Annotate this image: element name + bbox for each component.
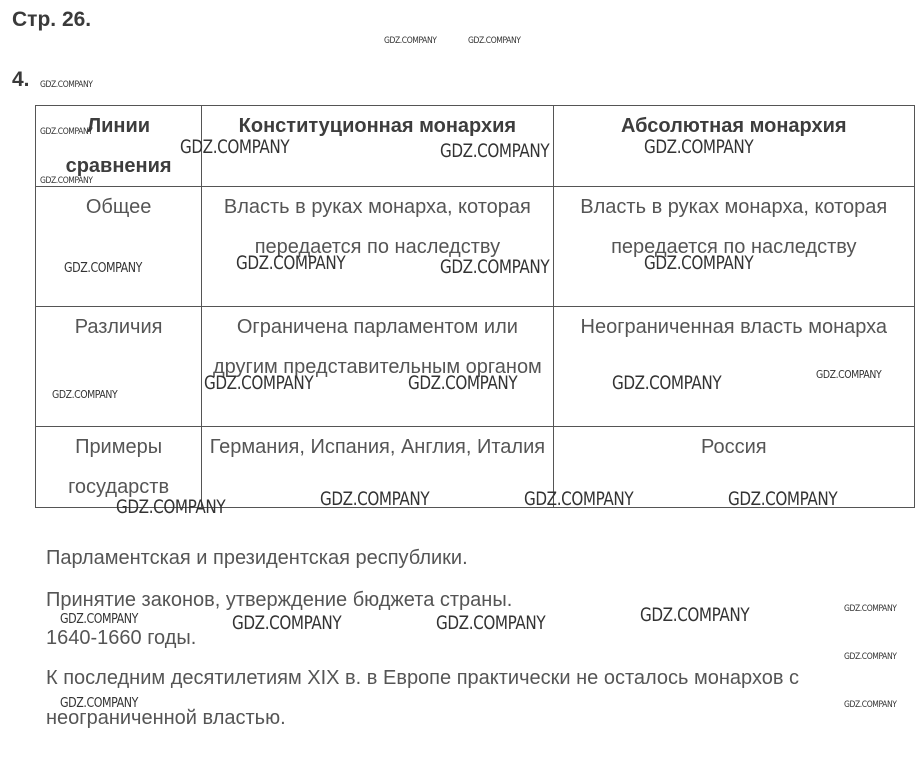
table-row [36,307,915,427]
watermark: GDZ.COMPANY [40,127,93,137]
answer-text: Принятие законов, утверждение бюджета страны. [46,589,513,611]
watermark: GDZ.COMPANY [320,488,430,510]
watermark: GDZ.COMPANY [232,612,342,634]
watermark: GDZ.COMPANY [844,604,897,614]
watermark: GDZ.COMPANY [640,604,750,626]
table-header-cell: Конституционная монархия [202,106,553,187]
watermark: GDZ.COMPANY [116,496,226,518]
comparison-table [35,105,915,508]
watermark: GDZ.COMPANY [52,388,118,401]
watermark: GDZ.COMPANY [468,36,521,46]
page-title: Стр. 26. [12,8,92,31]
watermark: GDZ.COMPANY [436,612,546,634]
watermark: GDZ.COMPANY [612,372,722,394]
row-label: Различия [36,307,202,427]
watermark: GDZ.COMPANY [40,176,93,186]
table-cell: Власть в руках монарха, которая передается по наследству [553,187,914,307]
watermark: GDZ.COMPANY [844,652,897,662]
table-cell: Неограниченная власть монарха [553,307,914,427]
task-number: 4. [12,68,30,91]
watermark: GDZ.COMPANY [40,80,93,90]
watermark: GDZ.COMPANY [408,372,518,394]
table-cell: Россия [553,427,914,508]
watermark: GDZ.COMPANY [644,136,754,158]
answer-text: 1640-1660 годы. [46,627,197,649]
watermark: GDZ.COMPANY [60,612,138,627]
answer-text: Парламентская и президентская республики. [46,547,468,569]
watermark: GDZ.COMPANY [236,252,346,274]
watermark: GDZ.COMPANY [728,488,838,510]
table-cell: Германия, Испания, Англия, Италия [202,427,553,508]
watermark: GDZ.COMPANY [60,696,138,711]
table-header-cell: Линии сравнения [36,106,202,187]
watermark: GDZ.COMPANY [180,136,290,158]
watermark: GDZ.COMPANY [384,36,437,46]
watermark: GDZ.COMPANY [816,368,882,381]
row-label: Примеры государств [36,427,202,508]
table-cell: Ограничена парламентом или другим представительным органом [202,307,553,427]
watermark: GDZ.COMPANY [844,700,897,710]
table-header-cell: Абсолютная монархия [553,106,914,187]
watermark: GDZ.COMPANY [644,252,754,274]
row-label: Общее [36,187,202,307]
watermark: GDZ.COMPANY [204,372,314,394]
watermark: GDZ.COMPANY [64,261,142,276]
watermark: GDZ.COMPANY [440,140,550,162]
table-cell: Власть в руках монарха, которая передается по наследству [202,187,553,307]
watermark: GDZ.COMPANY [524,488,634,510]
answer-text: К последним десятилетиям XIX в. в Европе практически не осталось монархов с неограниченной властью. [46,667,800,729]
watermark: GDZ.COMPANY [440,256,550,278]
table-row [36,187,915,307]
